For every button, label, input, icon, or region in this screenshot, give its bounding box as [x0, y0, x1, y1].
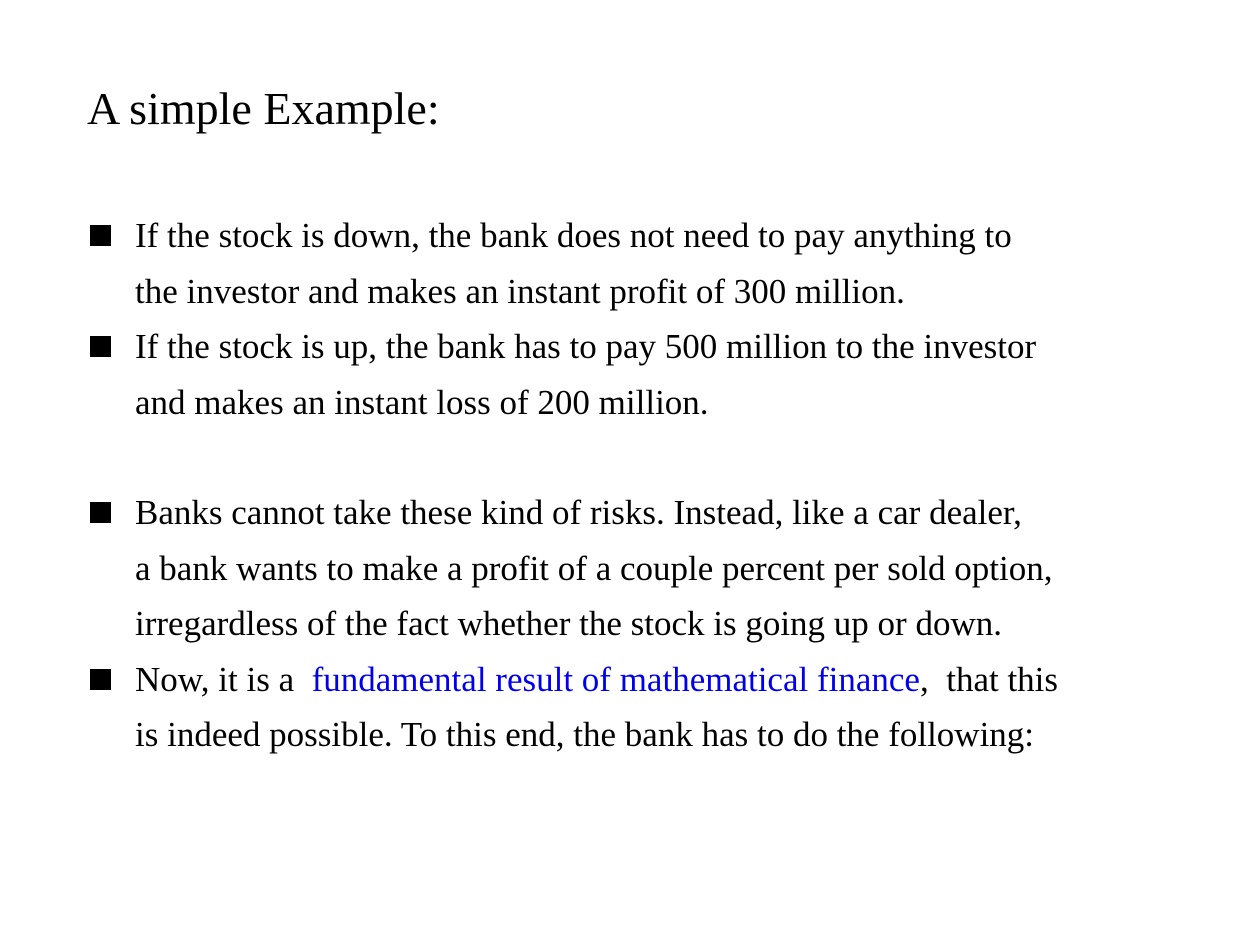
- slide-title: A simple Example:: [87, 83, 440, 134]
- square-bullet-icon: [90, 336, 111, 357]
- square-bullet-icon: [90, 502, 111, 523]
- bullet-line: and makes an instant loss of 200 million.: [135, 382, 709, 422]
- text-after-link: , that this: [919, 659, 1059, 699]
- bullet-line: If the stock is down, the bank does not need to pay anything to: [135, 216, 1012, 255]
- text-before-link: Now, it is a: [135, 659, 312, 699]
- bullet-line-with-link: [135, 652, 1207, 708]
- bullet-item-fundamental-result: [87, 652, 1207, 763]
- bullet-line: irregardless of the fact whether the stock is going up or down.: [135, 604, 1002, 643]
- bullet-line: the investor and makes an instant profit of 300 million.: [135, 271, 905, 311]
- fundamental-result-link[interactable]: fundamental result of mathematical finance: [311, 659, 920, 699]
- bullet-item-bank-risk: [87, 485, 1207, 652]
- bullet-item-stock-up: [87, 319, 1207, 430]
- bullet-list: [87, 208, 1207, 763]
- bullet-line: is indeed possible. To this end, the bank has to do the following:: [135, 715, 1035, 754]
- square-bullet-icon: [90, 225, 111, 246]
- bullet-line: If the stock is up, the bank has to pay 500 million to the investor: [135, 327, 1037, 366]
- bullet-line: a bank wants to make a profit of a couple percent per sold option,: [135, 548, 1053, 588]
- square-bullet-icon: [90, 669, 111, 690]
- bullet-line: Banks cannot take these kind of risks. Instead, like a car dealer,: [135, 493, 1022, 532]
- bullet-item-stock-down: [87, 208, 1207, 319]
